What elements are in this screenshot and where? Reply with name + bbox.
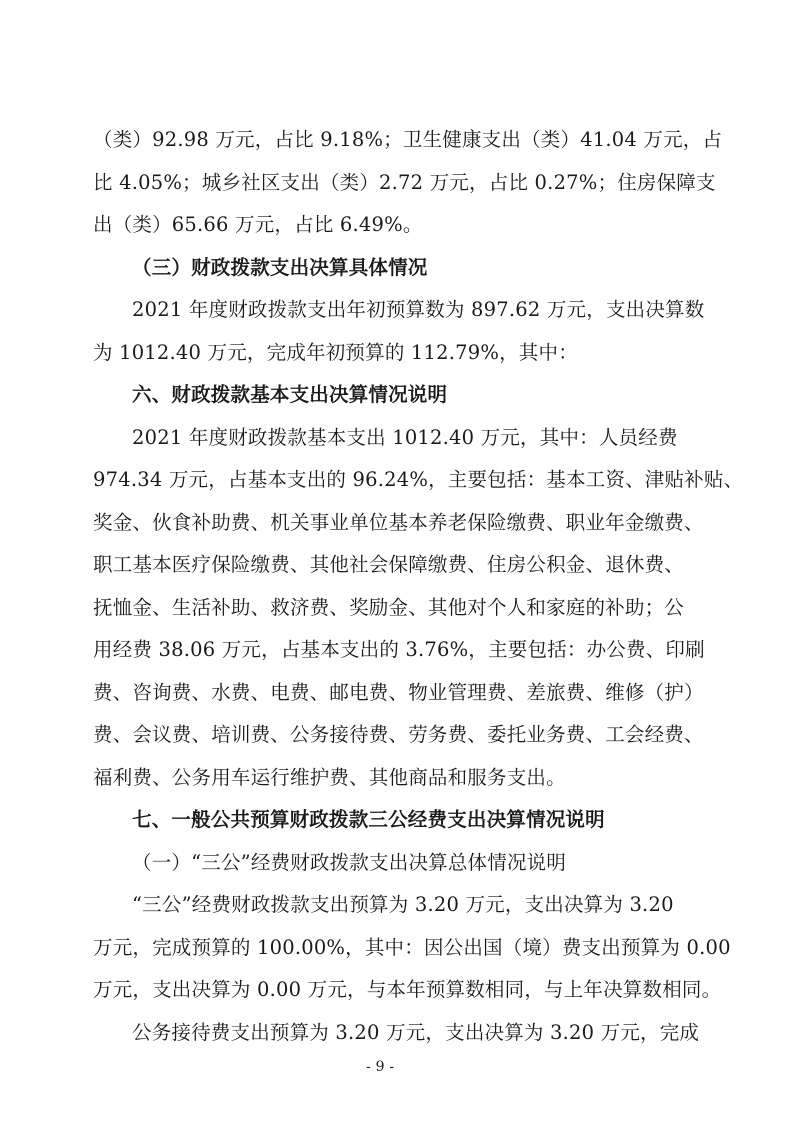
text-line: 费、会议费、培训费、公务接待费、劳务费、委托业务费、工会经费、 (93, 723, 704, 746)
text-line: 抚恤金、生活补助、救济费、奖励金、其他对个人和家庭的补助；公 (93, 596, 685, 619)
text-line: 974.34 万元，占基本支出的 96.24%，主要包括：基本工资、津贴补贴、 (93, 468, 744, 491)
section-heading: 七、一般公共预算财政拨款三公经费支出决算情况说明 (132, 808, 605, 831)
text-line: 万元，完成预算的 100.00%，其中：因公出国（境）费支出预算为 0.00 (93, 936, 731, 959)
text-line: 出（类）65.66 万元，占比 6.49%。 (93, 213, 423, 236)
section-heading: 六、财政拨款基本支出决算情况说明 (132, 383, 448, 406)
text-line: 万元，支出决算为 0.00 万元，与本年预算数相同，与上年决算数相同。 (93, 978, 722, 1001)
subsection-heading: （一）“三公”经费财政拨款支出决算总体情况说明 (132, 851, 567, 874)
text-line: “三公”经费财政拨款支出预算为 3.20 万元，支出决算为 3.20 (132, 893, 674, 916)
section-heading: （三）财政拨款支出决算具体情况 (132, 256, 428, 279)
page-number: - 9 - (366, 1059, 395, 1075)
text-line: 2021 年度财政拨款支出年初预算数为 897.62 万元，支出决算数 (132, 298, 705, 321)
text-line: 费、咨询费、水费、电费、邮电费、物业管理费、差旅费、维修（护） (93, 681, 704, 704)
text-line: 为 1012.40 万元，完成年初预算的 112.79%，其中： (93, 341, 578, 364)
text-line: 用经费 38.06 万元，占基本支出的 3.76%，主要包括：办公费、印刷 (93, 638, 705, 661)
text-line: 奖金、伙食补助费、机关事业单位基本养老保险缴费、职业年金缴费、 (93, 511, 704, 534)
text-line: 职工基本医疗保险缴费、其他社会保障缴费、住房公积金、退休费、 (93, 553, 685, 576)
text-line: 公务接待费支出预算为 3.20 万元，支出决算为 3.20 万元，完成 (132, 1021, 700, 1044)
text-line: 福利费、公务用车运行维护费、其他商品和服务支出。 (93, 766, 566, 789)
text-line: 2021 年度财政拨款基本支出 1012.40 万元，其中：人员经费 (132, 426, 678, 449)
text-line: 比 4.05%；城乡社区支出（类）2.72 万元，占比 0.27%；住房保障支 (93, 171, 716, 194)
text-line: （类）92.98 万元，占比 9.18%；卫生健康支出（类）41.04 万元，占 (93, 128, 723, 151)
